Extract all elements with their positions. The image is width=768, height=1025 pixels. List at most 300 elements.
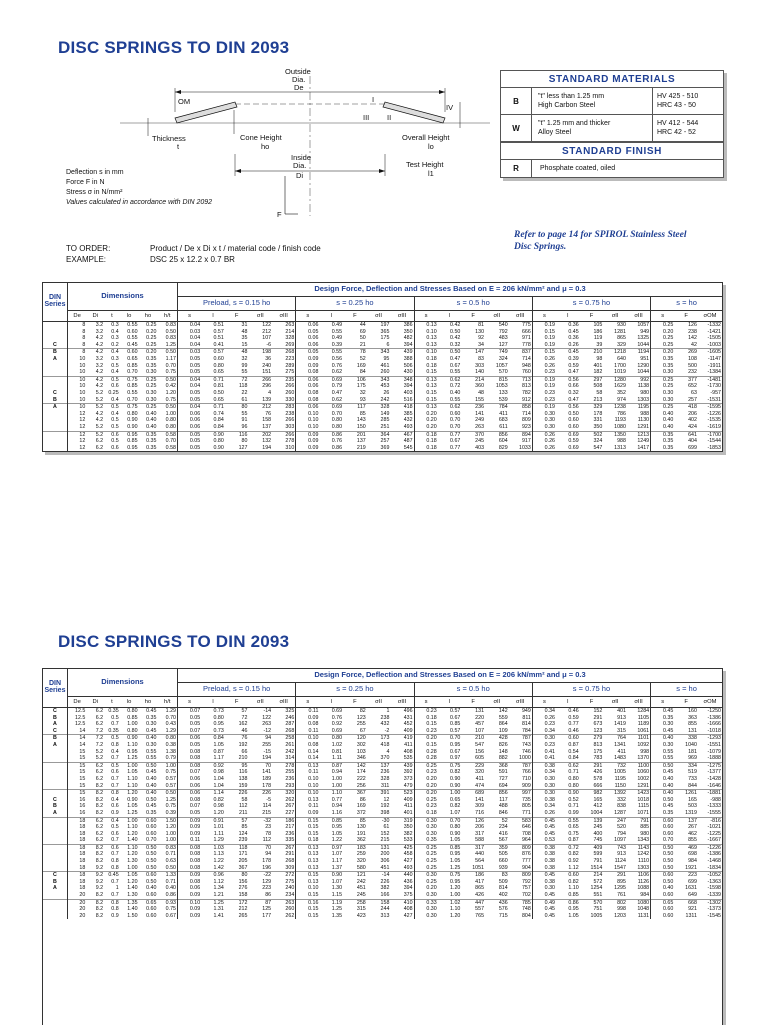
table-cell: 814 (521, 721, 531, 728)
table-cell: 0.38 (532, 851, 556, 858)
table-cell: 8 (67, 322, 86, 329)
table-cell: 0.30 (532, 790, 556, 797)
column-header: F (343, 697, 367, 708)
table-cell: 18 (67, 817, 86, 824)
table-cell: 84 (359, 369, 366, 376)
table-cell: 0.83 (165, 335, 176, 342)
table-cell: 130 (356, 824, 366, 831)
table-cell: 894 (509, 431, 533, 438)
table-cell: 0.60 (556, 872, 580, 879)
table-cell: 0.10 (296, 776, 320, 783)
table-cell: 324 (593, 438, 603, 445)
table-cell: 124 (238, 830, 248, 837)
table-cell: 63 (691, 389, 697, 396)
material-code: B (501, 88, 532, 114)
table-cell: 576 (498, 906, 508, 913)
table-cell: 0.10 (414, 349, 438, 356)
table-cell: 0.45 (651, 769, 675, 776)
table-cell: 0.30 (532, 411, 556, 418)
table-cell: 771 (521, 809, 531, 816)
table-cell: 303 (475, 362, 485, 369)
table-cell: 1547 (614, 864, 626, 871)
table-cell: 6 (386, 341, 390, 348)
table-cell: 346 (356, 755, 366, 762)
table-cell: 388 (403, 355, 413, 362)
table-cell: 0.23 (414, 803, 438, 810)
table-cell: 0.09 (177, 906, 201, 913)
table-cell: 588 (475, 837, 485, 844)
table-cell: 436 (485, 899, 509, 906)
table-cell: 0.07 (177, 803, 201, 810)
table-cell: -22 (248, 872, 272, 879)
series-cell: B (53, 714, 57, 721)
order-text: Product / De x Di x t / material code / finish code (150, 244, 321, 253)
table-cell: 0.16 (296, 899, 320, 906)
table-cell: 291 (603, 872, 627, 879)
table-cell: 236 (285, 775, 295, 782)
table-cell: 0.60 (139, 872, 158, 879)
table-cell: 0.15 (532, 329, 556, 336)
table-cell: 699 (688, 878, 697, 885)
table-cell: 370 (461, 431, 485, 438)
table-cell: 186 (272, 817, 296, 824)
table-row (43, 899, 722, 906)
table-cell: 293 (285, 782, 295, 789)
table-cell: 0.4 (111, 748, 119, 755)
table-cell: 0.09 (296, 810, 320, 817)
table-cell: 1.10 (127, 782, 138, 789)
table-cell: 55 (241, 369, 248, 376)
material-desc (532, 115, 653, 141)
thickness-symbol: t (177, 142, 180, 151)
table-cell: 18 (67, 858, 86, 865)
table-cell: 4.2 (86, 349, 104, 356)
table-cell: 1.25 (165, 796, 176, 803)
table-cell: 1.37 (331, 864, 343, 871)
table-cell: 0.50 (651, 879, 675, 886)
table-cell: 214 (461, 376, 485, 383)
table-cell: 116 (225, 431, 249, 438)
table-cell: 1005 (590, 912, 603, 919)
table-cell: 0.45 (532, 831, 556, 838)
table-cell: 159 (238, 782, 248, 789)
table-cell: 1.00 (127, 721, 138, 728)
table-cell: 140 (475, 369, 485, 376)
table-cell: 0.8 (111, 858, 119, 865)
table-cell: -1535 (707, 417, 721, 424)
table-cell: 0.67 (450, 714, 461, 721)
table-cell: 469 (674, 844, 698, 851)
table-cell: 856 (485, 431, 509, 438)
series-cell (43, 844, 67, 851)
table-cell: 0.57 (213, 328, 224, 335)
table-cell: 583 (509, 817, 533, 824)
table-cell: 133 (498, 389, 508, 396)
table-cell: 0.09 (177, 872, 201, 879)
table-cell: 0.70 (331, 410, 343, 417)
table-cell: 0.7 (111, 878, 119, 885)
table-cell: 0.18 (414, 356, 438, 363)
table-cell: -1531 (707, 396, 721, 403)
column-header: σII (248, 311, 272, 322)
table-cell: 757 (521, 885, 531, 892)
table-cell: 0.67 (450, 748, 461, 755)
table-cell: 1.03 (201, 844, 225, 851)
table-row (43, 879, 722, 886)
table-cell: 1195 (627, 404, 651, 411)
table-cell: -1595 (698, 404, 722, 411)
series-cell (43, 762, 67, 769)
legend-force: Force F in N (66, 179, 105, 186)
table-cell: 118 (239, 383, 248, 390)
table-cell: 0.03 (177, 329, 201, 336)
table-cell: 689 (461, 790, 485, 797)
table-cell: 20 (67, 899, 86, 906)
reference-line: Refer to page 14 for SPIROL Stainless Steel (514, 230, 687, 240)
table-cell: 0.45 (532, 913, 556, 920)
table-cell: 1.14 (201, 790, 225, 797)
table-cell: 1291 (637, 423, 650, 430)
table-cell: 1143 (627, 844, 651, 851)
column-header: σII (603, 311, 627, 322)
table-cell: 0.60 (139, 817, 158, 824)
series-cell (43, 824, 67, 831)
table-cell: 424 (688, 423, 697, 430)
table-cell: 4.2 (95, 335, 104, 342)
table-cell: 297 (580, 376, 604, 383)
table-cell: 0.84 (568, 755, 579, 762)
table-cell: 710 (521, 775, 531, 782)
table-row (43, 824, 722, 831)
table-cell: 95 (383, 355, 390, 362)
table-cell: -1079 (707, 748, 721, 755)
table-cell: 215 (262, 809, 272, 816)
table-cell: 1483 (614, 755, 626, 762)
table-cell: 1.30 (127, 892, 138, 899)
table-cell: 394 (403, 383, 413, 390)
table-cell: 1.00 (165, 830, 176, 837)
table-cell: 8.2 (95, 858, 104, 865)
table-cell: 0.05 (296, 329, 320, 336)
table-cell: 0.03 (177, 349, 201, 356)
table-cell: 4 (268, 389, 272, 396)
table-cell: 166 (380, 892, 390, 899)
table-cell: 1.30 (127, 858, 138, 865)
table-cell: 240 (262, 362, 272, 369)
table-cell: 0.93 (157, 899, 177, 906)
table-cell: 61 (383, 824, 390, 831)
table-cell: 811 (522, 714, 531, 721)
table-cell: 998 (617, 906, 626, 913)
table-cell: 440 (475, 851, 485, 858)
table-cell: 0.95 (568, 906, 579, 913)
table-cell: 0.60 (146, 830, 157, 837)
column-header: s (177, 311, 201, 322)
table-cell: 0.23 (414, 769, 438, 776)
table-cell: 0.6 (111, 383, 119, 390)
table-cell: -1225 (707, 830, 721, 837)
units-legend (66, 168, 212, 208)
table-cell: 8.2 (95, 906, 104, 913)
table-cell: 0.30 (651, 397, 675, 404)
table-row (43, 383, 722, 390)
table-cell: 809 (509, 872, 533, 879)
table-cell: 4.2 (86, 376, 104, 383)
table-cell: 0.85 (438, 844, 462, 851)
table-cell: 0.50 (651, 851, 675, 858)
finish-row (501, 160, 723, 177)
table-cell: 0.65 (651, 899, 675, 906)
table-cell: 155 (475, 396, 485, 403)
table-cell: 197 (380, 322, 390, 328)
table-cell: 791 (627, 817, 651, 824)
table-cell: 219 (356, 444, 366, 451)
table-cell: 745 (593, 837, 603, 844)
table-cell: 70 (248, 762, 272, 769)
table-cell: 578 (593, 775, 603, 782)
table-cell: 15 (67, 762, 86, 769)
table-cell: 0.40 (651, 790, 675, 797)
table-cell: 0.76 (331, 438, 343, 445)
table-cell: 226 (225, 790, 249, 797)
table-cell: 0.11 (296, 803, 320, 810)
table-cell: 0.15 (296, 872, 320, 879)
table-cell: 0.09 (296, 438, 320, 445)
table-cell: 0.05 (177, 438, 201, 445)
table-cell: 1.50 (157, 817, 177, 824)
table-cell: 0.46 (568, 727, 579, 734)
table-cell: 278 (272, 762, 296, 769)
column-header: F (461, 311, 485, 322)
table-cell: 912 (521, 396, 531, 403)
table-cell: 52 (485, 817, 509, 824)
table-cell: 72 (241, 714, 248, 721)
table-cell: 0.13 (414, 404, 438, 411)
table-cell: 782 (521, 389, 531, 396)
table-cell: 0.55 (127, 335, 138, 342)
table-cell: 0.65 (568, 824, 579, 831)
table-row (43, 797, 722, 804)
table-cell: 0.20 (146, 328, 157, 335)
table-cell: 427 (403, 912, 413, 919)
table-cell: 0.50 (651, 797, 675, 804)
table-cell: 462 (688, 830, 697, 837)
table-cell: 0.55 (331, 328, 343, 335)
table-cell: 0.84 (213, 417, 224, 424)
table-cell: 0.13 (414, 376, 438, 383)
table-cell: 0.80 (213, 714, 224, 721)
table-cell: 0.50 (157, 349, 177, 356)
table-cell: 0.15 (296, 831, 320, 838)
table-row (43, 329, 722, 336)
table-cell: 785 (509, 899, 533, 906)
table-cell: 92 (478, 335, 485, 342)
table-cell: 0.40 (651, 783, 675, 790)
table-cell: 1.01 (213, 824, 224, 831)
table-cell: 0.30 (146, 721, 157, 728)
design-header: Design Force, Deflection and Stresses Based on E = 206 kN/mm² and μ = 0.3 (177, 283, 722, 297)
table-cell: 746 (521, 748, 531, 755)
table-cell: 998 (640, 748, 650, 755)
series-cell (43, 837, 67, 844)
table-cell: 0.81 (213, 383, 224, 390)
table-cell: 137 (262, 423, 272, 430)
table-cell: 0.85 (568, 892, 579, 899)
table-cell: -1226 (698, 844, 722, 851)
table-row (43, 810, 722, 817)
table-cell: 0.45 (104, 872, 120, 879)
table-cell: 8.2 (95, 892, 104, 899)
table-cell: 0.71 (568, 803, 579, 810)
table-cell: -1911 (707, 362, 721, 369)
table-cell: 0.18 (414, 715, 438, 722)
table-cell: 0.35 (651, 363, 675, 370)
table-cell: 0.25 (414, 762, 438, 769)
table-cell: 1.25 (201, 899, 225, 906)
table-cell: 85 (241, 824, 248, 831)
table-cell: 266 (285, 417, 295, 424)
table-cell: 10 (67, 383, 86, 390)
table-cell: 48 (225, 349, 249, 356)
series-cell (43, 851, 67, 858)
table-cell: 0.57 (201, 349, 225, 356)
table-cell: 48 (241, 328, 248, 335)
table-cell: 0.25 (414, 844, 438, 851)
table-cell: 249 (475, 417, 485, 424)
table-cell: 132 (262, 438, 272, 445)
table-cell: 0.42 (450, 322, 461, 328)
table-cell: 533 (403, 837, 413, 844)
table-cell: 0.65 (127, 355, 138, 362)
table-cell: 0.23 (414, 708, 438, 715)
table-cell: 0.9 (111, 809, 119, 816)
example-label: EXAMPLE: (66, 255, 107, 264)
series-cell (43, 865, 67, 872)
table-cell: 0.8 (104, 899, 120, 906)
table-cell: 137 (674, 817, 698, 824)
table-cell: 0.76 (331, 362, 343, 369)
table-cell: 0.60 (146, 892, 157, 899)
table-cell: 85 (343, 817, 367, 824)
table-cell: 427 (403, 858, 413, 865)
table-cell: 0.05 (177, 445, 201, 452)
hardness-line: HV 425 - 510 (657, 93, 699, 100)
column-header: s (414, 697, 438, 708)
table-cell: 792 (521, 878, 531, 885)
force-label: F (277, 210, 282, 219)
table-cell: 0.30 (651, 390, 675, 397)
table-cell: 0.23 (532, 397, 556, 404)
table-cell: 0.45 (146, 769, 157, 776)
table-cell: 370 (380, 755, 390, 762)
table-cell: 306 (380, 858, 390, 865)
table-cell: 0.80 (331, 423, 343, 430)
column-header: h/t (157, 311, 177, 322)
table-cell: 1290 (637, 362, 650, 369)
table-cell: 1.00 (438, 790, 462, 797)
series-cell: A (53, 741, 57, 748)
table-cell: 1 (386, 708, 390, 714)
table-cell: 1.05 (450, 837, 461, 844)
table-cell: 1.42 (213, 864, 224, 871)
table-cell: 1.11 (213, 830, 224, 837)
table-cell: 0.70 (438, 817, 462, 824)
table-cell: 6.2 (95, 444, 104, 451)
table-cell: 1.11 (332, 755, 343, 762)
table-cell: 694 (498, 782, 508, 789)
table-cell: 0.70 (651, 837, 675, 844)
column-header: l (556, 697, 580, 708)
table-cell: 0.38 (532, 762, 556, 769)
column-header: ho (139, 311, 158, 322)
table-cell: 408 (403, 748, 413, 755)
table-cell: 641 (674, 431, 698, 438)
table-cell: 372 (356, 809, 366, 816)
table-cell: 268 (285, 858, 295, 865)
series-cell: B (53, 878, 57, 885)
table-cell: 506 (403, 362, 413, 369)
table-cell: 269 (285, 341, 295, 348)
table-cell: 267 (688, 824, 697, 831)
table-cell: 0.09 (296, 356, 320, 363)
table-cell: 1.10 (120, 844, 139, 851)
table-cell: 0.80 (127, 727, 138, 734)
table-cell: 1124 (614, 858, 626, 865)
table-cell: 0.77 (331, 796, 343, 803)
table-cell: 398 (380, 809, 390, 816)
table-cell: 0.42 (450, 335, 461, 342)
table-cell: 319 (390, 817, 414, 824)
table-cell: 12.5 (67, 708, 86, 715)
table-row (43, 913, 722, 920)
table-cell: 236 (461, 404, 485, 411)
table-cell: 141 (475, 796, 485, 803)
table-cell: 0.50 (568, 410, 579, 417)
table-cell: 0.52 (568, 796, 579, 803)
material-desc-line: High Carbon Steel (538, 102, 596, 109)
table-cell: 23 (265, 824, 272, 831)
table-cell: -1598 (707, 885, 721, 892)
table-cell: 483 (498, 335, 508, 342)
table-cell: 22 (241, 389, 248, 396)
table-cell: 156 (475, 748, 485, 755)
table-cell: 315 (617, 727, 626, 734)
table-cell: 1057 (495, 362, 508, 369)
table-cell: 0.86 (165, 892, 176, 899)
table-cell: 430 (403, 369, 413, 376)
table-cell: -1339 (707, 892, 721, 899)
table-cell: 12.5 (67, 715, 86, 722)
table-cell: 0.80 (568, 775, 579, 782)
table-cell: 14 (67, 735, 86, 742)
table-cell: 205 (238, 858, 248, 865)
table-cell: 0.10 (414, 329, 438, 336)
table-cell: 32 (241, 355, 248, 362)
table-cell: 317 (461, 844, 485, 851)
table-cell: 213 (593, 396, 603, 403)
series-cell: A (43, 404, 67, 411)
table-cell: 858 (509, 404, 533, 411)
overall-height-symbol: lo (428, 142, 434, 151)
series-cell (43, 906, 67, 913)
table-cell: 0.20 (414, 885, 438, 892)
roman-1: I (372, 95, 375, 104)
table-cell: 0.82 (450, 803, 461, 810)
table-cell: 10 (67, 363, 86, 370)
table-cell: 0.5 (111, 714, 119, 721)
table-cell: 1100 (627, 762, 651, 769)
table-cell: -1428 (707, 775, 721, 782)
